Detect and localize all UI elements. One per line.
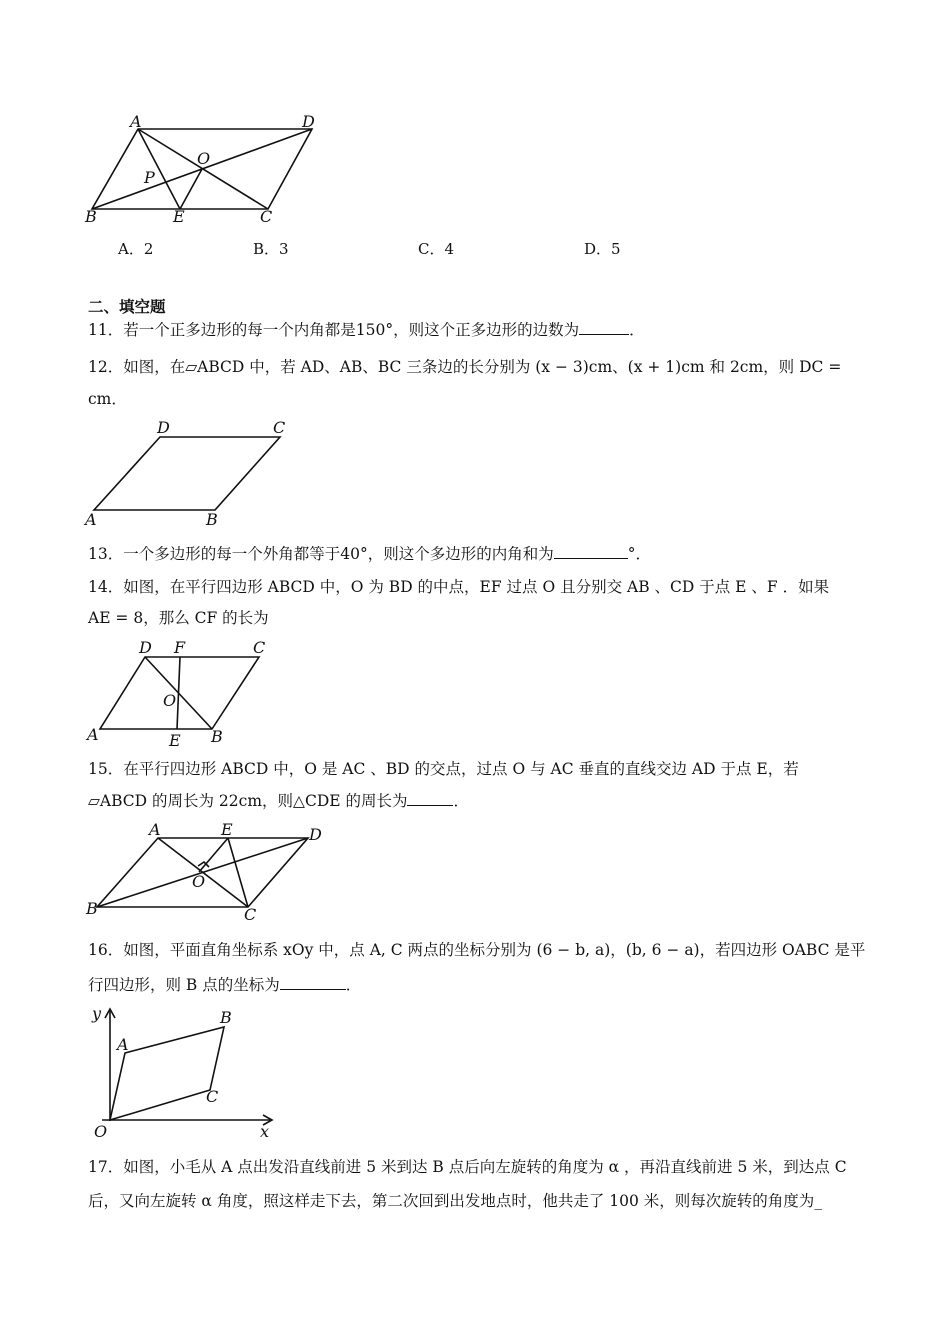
q16-label-c: C (206, 1087, 219, 1106)
q16-label-a: A (117, 1035, 129, 1054)
q16-label-o: O (94, 1122, 108, 1141)
q11-value: 150° (355, 321, 394, 339)
q11-text-a: 11．若一个正多边形的每一个内角都是 (88, 321, 356, 339)
q10-option-c[interactable]: C．4 (418, 240, 455, 258)
q15-label-d: D (309, 825, 322, 844)
q10-label-e: E (173, 207, 185, 226)
q10-label-b: B (85, 207, 97, 226)
q10-label-p: P (144, 168, 155, 187)
q14-label-f: F (174, 638, 186, 657)
q10-label-c: C (260, 207, 273, 226)
q14-line1: 14．如图，在平行四边形 ABCD 中，O 为 BD 的中点，EF 过点 O 且分别交 AB 、CD 于点 E 、F ．如果 (88, 578, 830, 596)
q12-label-a: A (85, 510, 97, 529)
q10-option-d[interactable]: D．5 (584, 240, 621, 258)
q13-answer-blank[interactable] (554, 542, 628, 559)
q10-label-a: A (130, 112, 142, 131)
q12-parallelogram (94, 437, 280, 510)
q12-label-b: B (206, 510, 218, 529)
section-title: 二、填空题 (88, 297, 166, 316)
q15-label-e: E (221, 820, 233, 839)
q16-line2-end: ． (345, 976, 362, 994)
q13-text-a: 13．一个多边形的每一个外角都等于 (88, 545, 341, 563)
q13 (88, 542, 651, 565)
q15-label-a: A (149, 820, 161, 839)
q11-text-b: ，则这个正多边形的边数为 (393, 321, 580, 339)
q15-segment-ec (228, 838, 248, 907)
q11 (88, 318, 645, 341)
q10-label-d: D (302, 112, 315, 131)
q10-figure (80, 112, 340, 232)
q12-line2: cm． (88, 390, 127, 408)
q10-option-a[interactable]: A．2 (118, 240, 154, 258)
q16-label-x: x (260, 1122, 270, 1141)
q16-label-y: y (92, 1004, 102, 1023)
q14-label-c: C (253, 638, 266, 657)
q15-line2-end: ． (453, 792, 469, 810)
q14-label-e: E (169, 731, 181, 750)
q12-figure (80, 415, 310, 530)
q10-option-b[interactable]: B．3 (253, 240, 289, 258)
q15-segment-eo (199, 838, 228, 872)
q11-answer-blank[interactable] (579, 318, 629, 335)
q13-text-b: ，则这个多边形的内角和为 (367, 545, 554, 563)
q16-figure (80, 1003, 290, 1143)
q16-line1: 16．如图，平面直角坐标系 xOy 中，点 A, C 两点的坐标分别为 (6 − b, a)，(b, 6 − a)，若四边形 OABC 是平 (88, 941, 866, 959)
q16-answer-blank[interactable] (280, 973, 346, 990)
q15-figure (80, 820, 340, 925)
q14-figure (80, 636, 290, 751)
q17-line2: 后，又向左旋转 α 角度，照这样走下去，第二次回到出发地点时，他共走了 100 米，则每次旋转的角度为_ (88, 1192, 823, 1210)
q10-label-o: O (197, 149, 211, 168)
q13-value: 40° (340, 545, 368, 563)
q10-diagonal-ac (138, 129, 268, 209)
q15-answer-blank[interactable] (407, 789, 453, 806)
q16-label-b: B (220, 1008, 232, 1027)
q15-line2-text: ▱ABCD 的周长为 22cm，则△CDE 的周长为 (88, 792, 408, 810)
q13-end: °． (627, 545, 651, 563)
q15-line2 (88, 789, 469, 812)
q14-label-b: B (211, 727, 223, 746)
q12-label-d: D (157, 418, 170, 437)
q11-end: ． (629, 321, 645, 339)
q14-label-d: D (139, 638, 152, 657)
q14-label-a: A (87, 725, 99, 744)
q14-line2: AE = 8，那么 CF 的长为 (88, 609, 269, 627)
q15-line1: 15．在平行四边形 ABCD 中，O 是 AC 、BD 的交点，过点 O 与 AC 垂直的直线交边 AD 于点 E，若 (88, 760, 799, 778)
q15-label-o: O (192, 872, 206, 891)
q12-line1: 12．如图，在▱ABCD 中，若 AD、AB、BC 三条边的长分别为 (x − 3)cm、(x + 1)cm 和 2cm，则 DC = (88, 358, 842, 376)
q16-line2-text: 行四边形，则 B 点的坐标为 (88, 976, 280, 994)
q14-label-o: O (163, 691, 177, 710)
q16-line2 (88, 973, 361, 996)
q15-label-b: B (86, 899, 98, 918)
q12-label-c: C (273, 418, 286, 437)
q17-line1: 17．如图，小毛从 A 点出发沿直线前进 5 米到达 B 点后向左旋转的角度为 α ，再沿直线前进 5 米，到达点 C (88, 1158, 847, 1176)
q15-label-c: C (244, 905, 257, 924)
